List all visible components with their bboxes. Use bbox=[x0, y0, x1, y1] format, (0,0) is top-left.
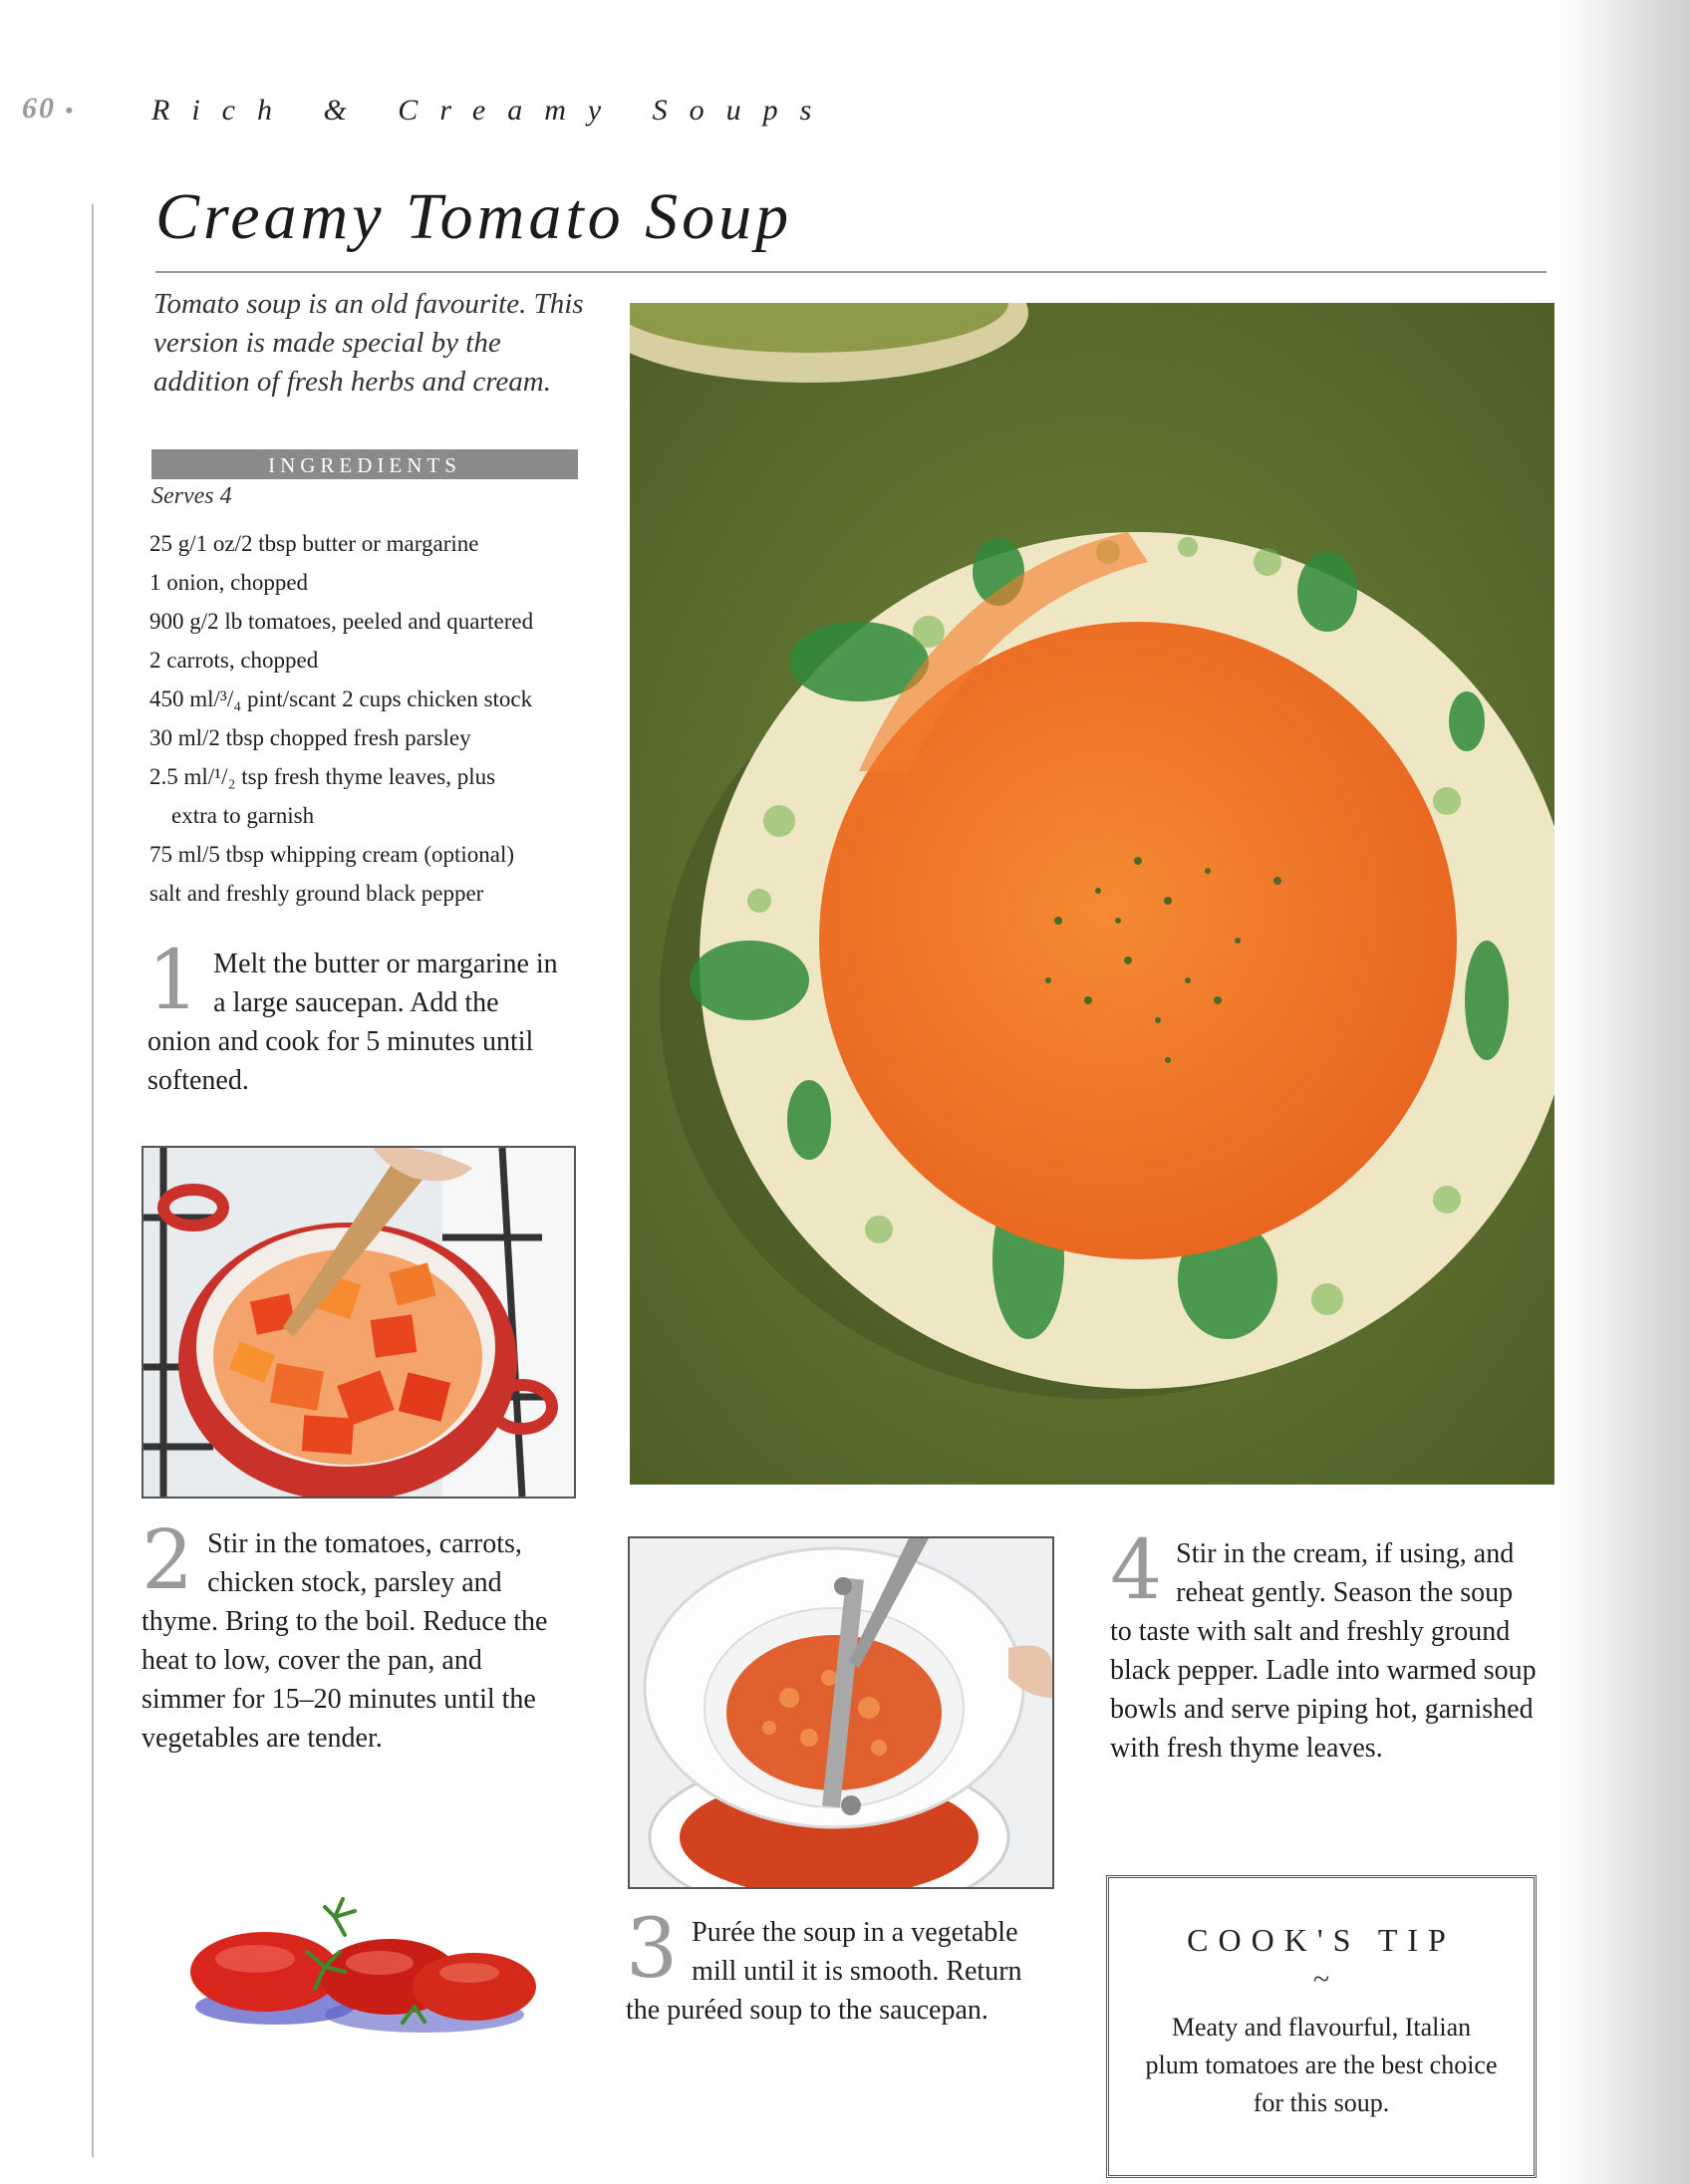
step-text: Stir in the cream, if using, and reheat gently. Season the soup to taste with salt and freshly ground black pepper. Ladle into warmed soup bowls and serve piping hot, garnished with fresh thyme leaves. bbox=[1110, 1538, 1537, 1764]
step-number: 2 bbox=[141, 1513, 194, 1608]
ingredient-item: 2.5 ml/¹/₂ tsp fresh thyme leaves, plus bbox=[149, 764, 496, 789]
page-number: 60 • bbox=[22, 92, 76, 125]
ingredient-item: 900 g/2 lb tomatoes, peeled and quartered bbox=[149, 609, 534, 634]
ingredient-item: 75 ml/5 tbsp whipping cream (optional) bbox=[149, 842, 515, 867]
step-number: 1 bbox=[147, 934, 200, 1028]
tomato-painting bbox=[185, 1897, 544, 2047]
recipe-intro: Tomato soup is an old favourite. This version is made special by the addition of fresh herbs and cream. bbox=[153, 288, 584, 398]
ingredient-item: salt and freshly ground black pepper bbox=[149, 881, 484, 906]
section-title: Rich & Creamy Soups bbox=[151, 94, 834, 127]
step-number: 3 bbox=[626, 1902, 679, 1997]
pot-illustration bbox=[143, 1148, 574, 1497]
soup-bowl-photo bbox=[630, 303, 1554, 1485]
step-2 bbox=[141, 1513, 570, 1758]
step-3 bbox=[626, 1902, 1054, 2030]
cooks-tip-text: Meaty and flavourful, Italian plum tomatoes are the best choice for this soup. bbox=[1145, 2013, 1498, 2117]
ingredients-list bbox=[149, 524, 588, 913]
vegetable-mill-photo bbox=[630, 1538, 1052, 1887]
cooks-tip-title: COOK'S TIP bbox=[1187, 1922, 1456, 1958]
step-text: Purée the soup in a vegetable mill until it is smooth. Return the puréed soup to the saucepan. bbox=[626, 1917, 1022, 2026]
step-text: Stir in the tomatoes, carrots, chicken stock, parsley and thyme. Bring to the boil. Reduce the heat to low, cover the pan, and simmer for 15–20 minutes until the vegetables are tender. bbox=[141, 1528, 548, 1754]
serves-label: Serves 4 bbox=[151, 483, 232, 509]
ingredient-item: 1 onion, chopped bbox=[149, 570, 309, 595]
ingredient-item: extra to garnish bbox=[171, 803, 315, 828]
margin-rule bbox=[92, 204, 94, 2157]
soup-bowl-illustration bbox=[630, 303, 1554, 1485]
ingredient-item: 450 ml/³/₄ pint/scant 2 cups chicken stock bbox=[149, 686, 533, 711]
step-1 bbox=[147, 934, 566, 1100]
vegetable-mill-illustration bbox=[630, 1538, 1052, 1887]
ingredient-item: 2 carrots, chopped bbox=[149, 648, 319, 673]
step-4 bbox=[1110, 1523, 1541, 1768]
step-number: 4 bbox=[1110, 1523, 1163, 1618]
ingredient-item: 30 ml/2 tbsp chopped fresh parsley bbox=[149, 725, 471, 750]
plum-tomatoes-illustration bbox=[185, 1897, 544, 2047]
recipe-title: Creamy Tomato Soup bbox=[155, 180, 793, 253]
pot-photo bbox=[143, 1148, 574, 1497]
ingredients-heading: INGREDIENTS bbox=[151, 449, 578, 479]
step-text: Melt the butter or margarine in a large saucepan. Add the onion and cook for 5 minutes until softened. bbox=[147, 949, 558, 1096]
ingredient-item: 25 g/1 oz/2 tbsp butter or margarine bbox=[149, 531, 479, 556]
page-gutter-shadow bbox=[1554, 0, 1690, 2184]
title-divider bbox=[155, 271, 1547, 273]
cooks-tip-box bbox=[1106, 1875, 1537, 2178]
swash-ornament-icon: ~ bbox=[1312, 1963, 1330, 1996]
